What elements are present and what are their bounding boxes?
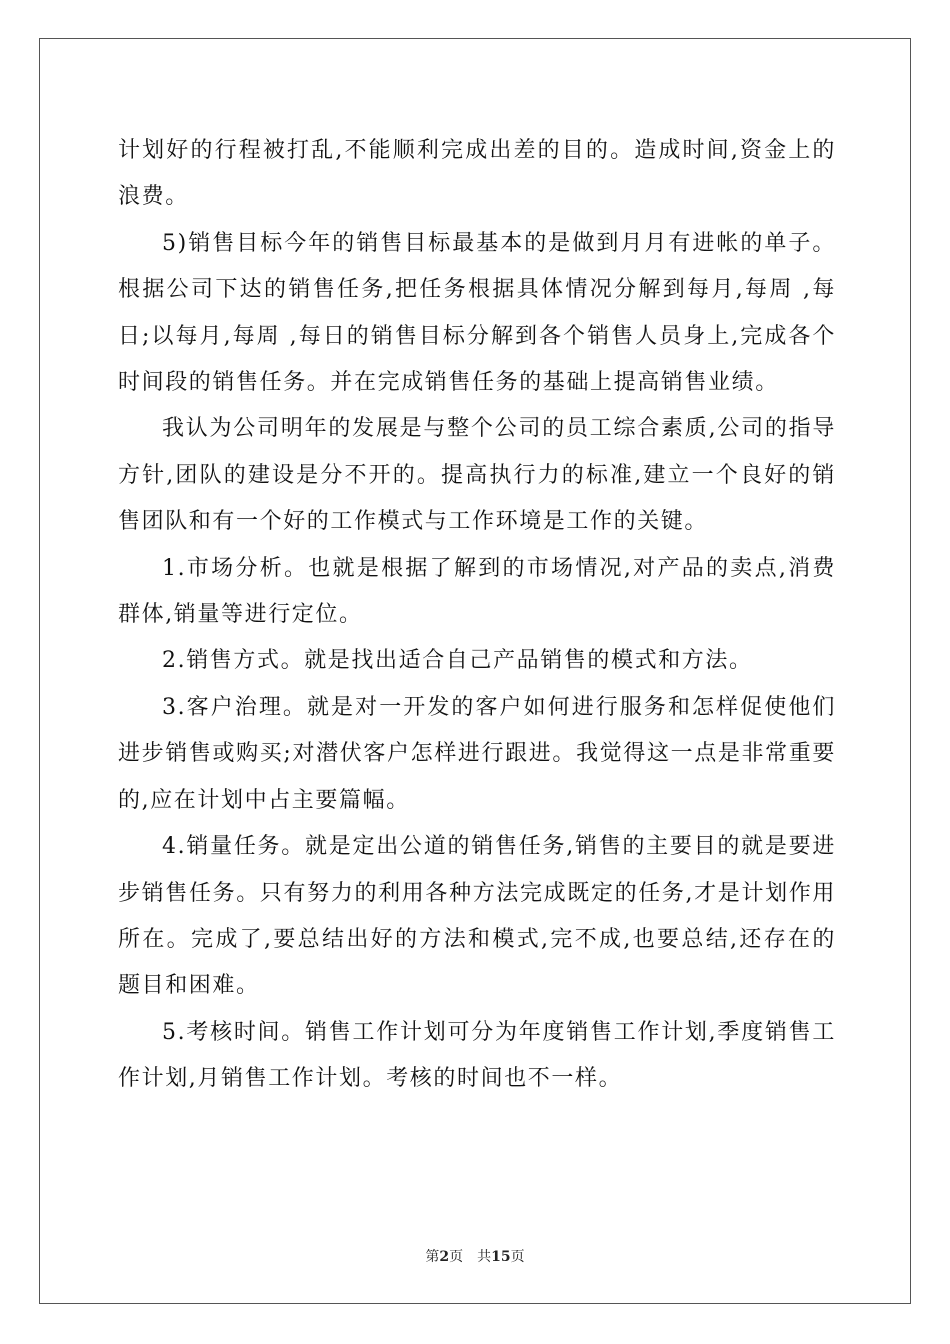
page-footer: [0, 1246, 950, 1266]
paragraph-5: 2.销售方式。就是找出适合自己产品销售的模式和方法。: [162, 648, 753, 674]
footer-page-prefix: 第: [425, 1249, 440, 1265]
footer-page-suffix: 页: [449, 1249, 464, 1265]
paragraph-1: 计划好的行程被打乱,不能顺利完成出差的目的。造成时间,资金上的浪费。: [118, 138, 836, 210]
footer-total-prefix: 共: [477, 1249, 492, 1265]
footer-total-pages: 15: [491, 1249, 511, 1265]
footer-page-number: 2: [439, 1249, 450, 1265]
paragraph-6: 3.客户治理。就是对一开发的客户如何进行服务和怎样促使他们进步销售或购买;对潜伏客户怎样进行跟进。我觉得这一点是非常重要的,应在计划中占主要篇幅。: [118, 694, 836, 813]
paragraph-3: 我认为公司明年的发展是与整个公司的员工综合素质,公司的指导方针,团队的建设是分不开的。提高执行力的标准,建立一个良好的销售团队和有一个好的工作模式与工作环境是工作的关键。: [118, 416, 836, 535]
paragraph-4: 1.市场分析。也就是根据了解到的市场情况,对产品的卖点,消费群体,销量等进行定位。: [118, 555, 836, 628]
paragraph-8: 5.考核时间。销售工作计划可分为年度销售工作计划,季度销售工作计划,月销售工作计划。考核的时间也不一样。: [118, 1019, 836, 1092]
paragraph-2: 5)销售目标今年的销售目标最基本的是做到月月有进帐的单子。根据公司下达的销售任务,把任务根据具体情况分解到每月,每周 ,每日;以每月,每周 ,每日的销售目标分解到各个销售人员身上,完成各个时间段的销售任务。并在完成销售任务的基础上提高销售业绩。: [118, 230, 836, 396]
footer-total-suffix: 页: [510, 1249, 525, 1265]
document-body: [118, 128, 836, 1103]
paragraph-7: 4.销量任务。就是定出公道的销售任务,销售的主要目的就是要进步销售任务。只有努力的利用各种方法完成既定的任务,才是计划作用所在。完成了,要总结出好的方法和模式,完不成,也要总结,还存在的题目和困难。: [118, 834, 836, 999]
